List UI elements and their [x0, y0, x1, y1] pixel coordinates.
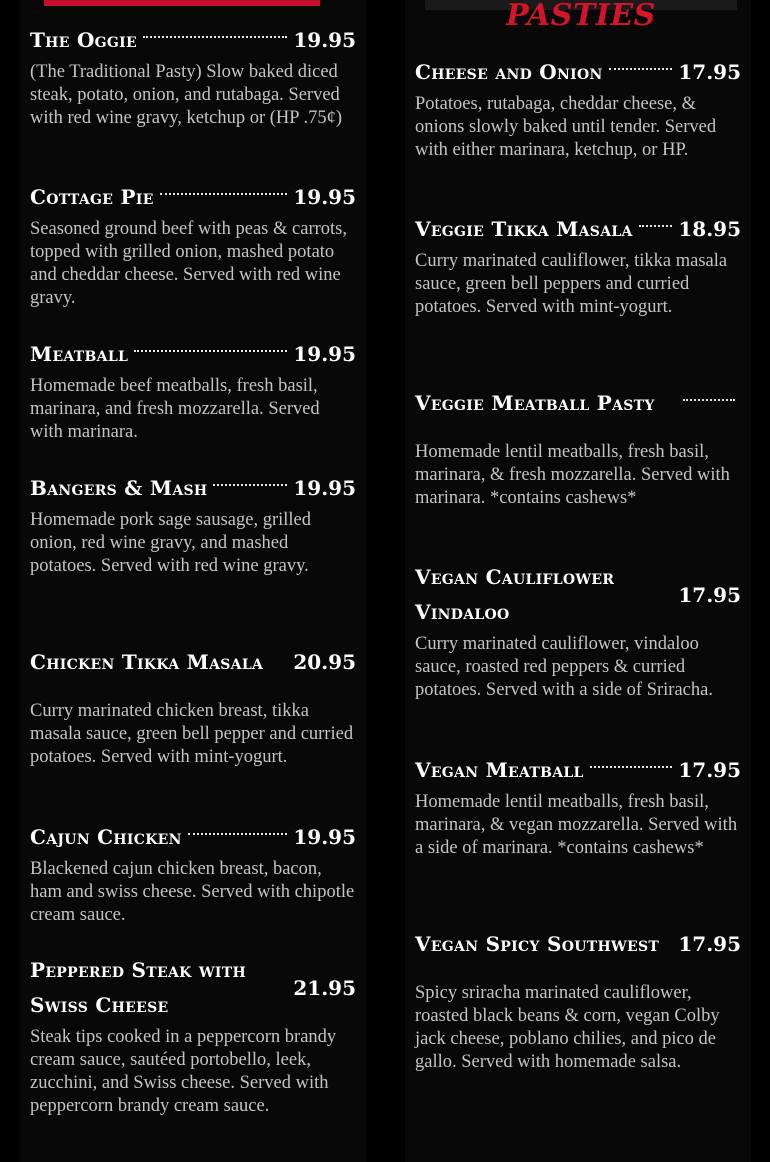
item-name: The Oggie	[30, 27, 137, 52]
dot-leader	[639, 225, 673, 227]
item-price: 17.95	[678, 583, 741, 607]
menu-item-cajun-chicken	[30, 819, 356, 927]
item-description: Curry marinated chicken breast, tikka masala sauce, green bell pepper and curried potatoes. Served with mint-yogurt.	[30, 701, 354, 767]
item-description: Homemade beef meatballs, fresh basil, marinara, and fresh mozzarella. Served with marinara.	[30, 376, 320, 442]
item-price: 19.95	[293, 185, 356, 209]
menu-item-veggie-tikka-masala	[415, 211, 741, 319]
menu-item-vegan-cauliflower-vindaloo	[415, 560, 741, 702]
item-price: 20.95	[293, 650, 356, 674]
item-description: Seasoned ground beef with peas & carrots, topped with grilled onion, mashed potato and cheddar cheese. Served with red wine gravy.	[30, 219, 347, 308]
item-name: Veggie Tikka Masala	[415, 216, 633, 241]
top-banner-strip	[44, 0, 320, 6]
item-description: Spicy sriracha marinated cauliflower, roasted black beans & corn, vegan Colby jack cheese, poblano chilies, and pico de gallo. Served with homemade salsa.	[415, 983, 720, 1072]
item-price: 17.95	[678, 758, 741, 782]
item-name: Vegan Spicy Southwest	[415, 931, 660, 956]
item-name: Peppered Steak with Swiss Cheese	[30, 958, 246, 1017]
dot-leader	[188, 833, 288, 835]
item-description: (The Traditional Pasty) Slow baked diced steak, potato, onion, and rutabaga. Served with red wine gravy, ketchup or (HP .75¢)	[30, 62, 343, 128]
item-price: 18.95	[678, 217, 741, 241]
menu-item-bangers-mash	[30, 470, 356, 578]
item-description: Steak tips cooked in a peppercorn brandy cream sauce, sautéed portobello, leek, zucchini, and Swiss cheese. Served with peppercorn brandy cream sauce.	[30, 1027, 337, 1116]
item-price: 19.95	[293, 28, 356, 52]
item-price: 19.95	[293, 476, 356, 500]
item-description: Homemade lentil meatballs, fresh basil, marinara, & fresh mozzarella. Served with marinara. *contains cashews*	[415, 442, 730, 508]
item-price: 17.95	[678, 932, 741, 956]
item-price: 19.95	[293, 342, 356, 366]
item-price: 19.95	[293, 825, 356, 849]
dot-leader	[134, 350, 287, 352]
menu-item-chicken-tikka-masala	[30, 627, 356, 769]
menu-item-meatball	[30, 336, 356, 444]
item-name: Cajun Chicken	[30, 824, 182, 849]
item-name: Veggie Meatball Pasty	[415, 390, 655, 415]
item-price: 17.95	[678, 60, 741, 84]
item-name: Chicken Tikka Masala	[30, 649, 264, 674]
item-price: 21.95	[293, 976, 356, 1000]
item-description: Blackened cajun chicken breast, bacon, ham and swiss cheese. Served with chipotle cream sauce.	[30, 859, 355, 925]
item-name: Bangers & Mash	[30, 475, 208, 500]
item-name: Cheese and Onion	[415, 59, 603, 84]
menu-item-vegan-meatball	[415, 752, 741, 860]
dot-leader	[143, 36, 287, 38]
item-name: Vegan Cauliflower Vindaloo	[415, 565, 615, 624]
dot-leader	[160, 193, 288, 195]
item-name: Meatball	[30, 341, 129, 366]
menu-item-cheese-and-onion	[415, 54, 741, 162]
menu-item-cottage-pie	[30, 179, 356, 310]
item-description: Curry marinated cauliflower, tikka masala sauce, green bell peppers and curried potatoes. Served with mint-yogurt.	[415, 251, 728, 317]
item-name: Vegan Meatball	[415, 757, 584, 782]
dot-leader	[590, 766, 673, 768]
item-description: Homemade pork sage sausage, grilled onion, red wine gravy, and mashed potatoes. Served with red wine gravy.	[30, 510, 312, 576]
menu-item-the-oggie	[30, 22, 356, 130]
item-description: Curry marinated cauliflower, vindaloo sauce, roasted red peppers & curried potatoes. Served with a side of Sriracha.	[415, 634, 713, 700]
section-title: PASTIES	[506, 0, 656, 33]
item-description: Homemade lentil meatballs, fresh basil, marinara, & vegan mozzarella. Served with a side of marinara. *contains cashews*	[415, 792, 738, 858]
dot-leader	[609, 68, 673, 70]
item-description: Potatoes, rutabaga, cheddar cheese, & onions slowly baked until tender. Served with either marinara, ketchup, or HP.	[415, 94, 717, 160]
menu-item-vegan-spicy-southwest	[415, 909, 741, 1074]
dot-leader	[213, 484, 287, 486]
menu-item-veggie-meatball-pasty	[415, 368, 741, 510]
item-name: Cottage Pie	[30, 184, 154, 209]
menu-item-peppered-steak	[30, 953, 356, 1118]
dot-leader	[683, 399, 735, 401]
